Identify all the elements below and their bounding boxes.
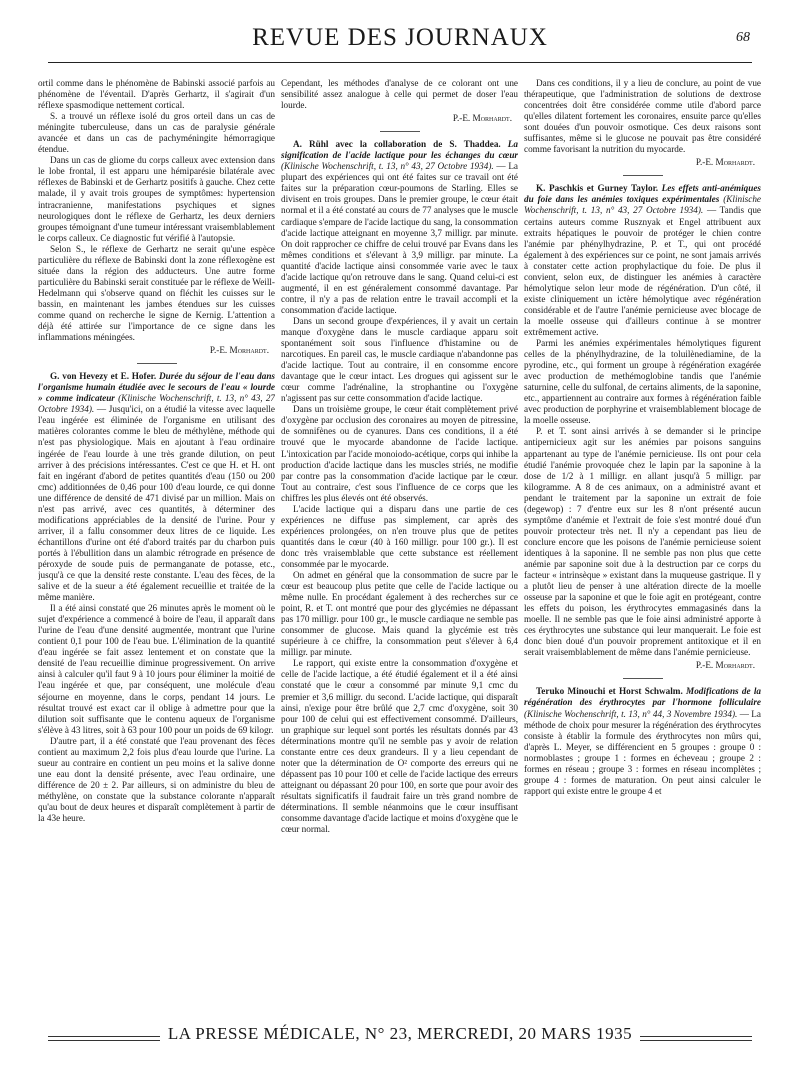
article-reference: (Klinische Wochenschrift, t. 13, n° 44, 3 Novembre 1934).	[524, 708, 738, 719]
article-title: Modifications de la régénération des érythrocytes par l'hormone folliculaire	[524, 686, 761, 708]
article-signature: P.-E. Morhardt.	[695, 660, 755, 671]
article-body-start: — La méthode de choix pour mesurer la régénération des érythrocytes consiste à établir la formule des érythrocytes non mûrs qui, d'après L. Meyer, se différencient en 5 groupes : groupe 0 : normoblastes ; groupe 1 : formes en écheveau ; groupe 2 : formes en réseau ; groupe 3 : formes en réseau incomplètes ; groupe 4 : formes de maturation. On peut ainsi calculer le rapport qui existe entre le groupe 4 et	[524, 708, 761, 796]
paragraph: Dans un troisième groupe, le cœur était complètement privé d'oxygène par occlusion des coronaires au moyen de pitressine, de somnifènes ou de cyanures. Dans ces conditions, il a été trouvé que le myocarde abandonne de l'acide lactique. L'intoxication par l'acide monoiodo-acétique, corps qui inhibe la production d'acide lactique dans les muscles striés, ne modifie par contre pas la consommation d'acide lactique par le cœur. Tout au contraire, c'est sous l'influence de ce corps que les chiffres les plus élevés ont été observés.	[281, 404, 518, 503]
paragraph: Il a été ainsi constaté que 26 minutes après le moment où le sujet d'expérience a commencé à boire de l'eau, il apparaît dans l'urine de l'eau d'une densité augmentée, montrant que l'urine contient 0,1 pour 100 de l'eau bue. L'élimination de la quantité d'eau ingérée se fait assez lentement et on constate que la densité de l'eau recueillie diminue progressivement. On arrive ainsi à calculer qu'il faut 9 à 10 jours pour éliminer la moitié de l'eau ingérée et que, par conséquent, une molécule d'eau séjourne en moyenne, dans le corps, pendant 14 jours. Le résultat trouvé est exact car il oblige à admettre pour que la dilution soit suffisante que le contenu aqueux de l'organisme s'élève à 43 litres, soit à 63 pour 100 pour un poids de 69 kilogr.	[38, 603, 275, 735]
article-heading	[524, 686, 761, 796]
page-footer	[48, 1020, 752, 1056]
paragraph: On admet en général que la consommation de sucre par le cœur est beaucoup plus petite que celle de l'acide lactique ou même nulle. En procédant également à des recherches sur ce point, R. et T. ont montré que pour des glycémies ne dépassant pas 170 milligr. pour 100 gr., le muscle cardiaque ne semble pas consommer de glucose. Mais quand la glycémie est très supérieure à ce chiffre, la consommation peut s'élever à 6,4 milligr. par minute.	[281, 570, 518, 658]
article-authors: K. Paschkis et Gurney Taylor.	[536, 183, 659, 194]
paragraph: Selon S., le réflexe de Gerhartz ne serait qu'une espèce particulière du réflexe de Babinski dont la zone réflexogène est située dans la région des adducteurs. Une autre forme particulière du Babinski serait constituée par le réflexe de Weill-Hedelmann qui s'observe quand on fléchit les cuisses sur le bassin, en maintenant les jambes étendues sur les cuisses comme quand on recherche le signe de Kernig. L'attention a déjà été attirée sur l'importance de ce signe dans les inflammations méningées.	[38, 243, 275, 343]
article-authors: A. Rühl avec la collaboration de S. Thaddea.	[293, 139, 501, 150]
paragraph: Le rapport, qui existe entre la consommation d'oxygène et celle de l'acide lactique, a été étudié également et il a été ainsi constaté que le cœur a consommé par minute 9,1 cmc du premier et 3,6 milligr. du second. L'acide lactique, qui disparaît ainsi, n'exige pour être brûlé que 2,7 cmc d'oxygène, soit 30 pour 100 de celui qui est effectivement consommé. D'ailleurs, un graphique sur lequel sont portés les résultats donnés par 43 déterminations montre qu'il ne semble pas y avoir de relation constante entre ces deux grandeurs. Il y a lieu cependant de noter que la détermination de O² comporte des erreurs qui ne dépassent pas 10 pour 100 et celle de l'acide lactique des erreurs atteignant ou dépassant 20 pour 100, en sorte que pour avoir des résultats significatifs il faudrait faire un très grand nombre de déterminations. Il semble néanmoins que le cœur insuffisant consomme davantage d'acide lactique et moins d'oxygène que le cœur normal.	[281, 658, 518, 835]
column-2	[281, 78, 518, 1016]
article-authors: G. von Hevezy et E. Hofer.	[50, 371, 157, 382]
paragraph: D'autre part, il a été constaté que l'eau provenant des fèces contient au maximum 2,2 fois plus d'eau lourde que l'urine. La sueur au contraire en contient un peu moins et la salive donne une eau dont la densité présente, avec l'eau ordinaire, une différence de 20 ± 2. Par ailleurs, si on administre du bleu de méthylène, on constate que la substance colorante n'apparaît qu'au bout de deux heures et disparaît complètement à partir de la 43e heure.	[38, 735, 275, 824]
article-title: Durée du séjour de l'eau dans l'organisme humain étudiée avec le secours de l'eau « lourde » comme indicateur	[38, 371, 275, 404]
page-number: 68	[736, 30, 750, 45]
article-separator	[623, 678, 663, 679]
article-title: La signification de l'acide lactique pour les échanges du cœur	[281, 139, 518, 161]
article-signature: P.-E. Morhardt.	[452, 113, 512, 124]
article-signature: P.-E. Morhardt.	[695, 157, 755, 168]
article-body-start: — La plupart des expériences qui ont été faites sur ce travail ont été faites sur la préparation cœur-poumons de Starling. Elles se divisent en trois groupes. Dans le premier groupe, le cœur était normal et il a été constaté au cours de 77 analyses que le muscle cardiaque s'empare de l'acide lactique du sang, la consommation d'acide lactique atteignant en moyenne 3,7 milligr. par minute. On doit rapprocher ce chiffre de celui trouvé par Evans dans les mêmes conditions et s'élevant à 3,9 milligr. par minute. La quantité d'acide lactique ainsi consommée varie avec le taux d'acide lactique qu'on retrouve dans le sang. Quand celui-ci est augmenté, il en est généralement consommé davantage. Par contre, il n'y a pas de relation entre le travail accompli et la consommation d'acide lactique.	[281, 161, 518, 315]
article-separator	[623, 175, 663, 176]
article-body-start: — Tandis que certains auteurs comme Rusznyak et Engel attribuent aux extraits hépatiques le pouvoir de protéger le chien contre l'anémie par phénylhydrazine, P. et T., qui ont procédé également à des expériences sur ce point, ne sont jamais arrivés à constater cette action prophylactique du foie. De plus il convient, selon eux, de distinguer les anémies à caractère hémolytique selon leur mode de régénération. D'un côté, il existe cliniquement un ictère hémolytique avec régénération considérable et de l'autre l'anémie pernicieuse avec blocage de la moelle osseuse qui d'ailleurs continue à se montrer extrêmement active.	[524, 205, 761, 337]
paragraph: Parmi les anémies expérimentales hémolytiques figurent celles de la phénylhydrazine, de la toluilènediamine, de la pyrodine, etc., qui forment un groupe à régénération exagérée avec production de methémoglobine tandis que l'anémie saturnine, celle du sulfonal, de certains aliments, de la saponine, etc., appartiennent au contraire aux formes à régénération faible avec production de porphyrine et vraisemblablement blocage de la moelle osseuse.	[524, 338, 761, 426]
paragraph: P. et T. sont ainsi arrivés à se demander si le principe antipernicieux agit sur les anémies par poisons sanguins appartenant au type de l'anémie pernicieuse. Ils ont pour cela étudié l'anémie provoquée chez le lapin par la saponine à la dose de 1/2 à 1 milligr. en allant jusqu'à 5 milligr. par kilogramme. A 8 de ces animaux, on a administré avant et pendant le traitement par la saponine un extrait de foie (degewop) : 7 d'entre eux sur les 8 n'ont présenté aucun symptôme d'anémie et l'extrait de foie s'est montré doué d'un pouvoir protecteur très net. Il n'y a cependant pas lieu de conclure encore que les poisons de l'anémie pernicieuse soient identiques à la saponine. Il ne semble pas non plus que cette anémie par saponine soit due à la destruction par ce corps du facteur « intrinsèque » existant dans la muqueuse gastrique. Il y a plutôt lieu de penser à une altération directe de la moelle osseuse par la saponine et que le foie agit en protégeant, contre les effets du poison, les érythrocytes emmagasinés dans la moelle. Il ne semble pas que le foie ainsi administré apporte à ces érythrocytes une substance qui leur manquerait. Le foie est donc bien doué d'un pouvoir proprement antitoxique et il en serait vraisemblablement de même dans l'anémie pernicieuse.	[524, 426, 761, 658]
article-reference: (Klinische Wochenschrift, t. 13, n° 43, 27 Octobre 1934).	[281, 161, 494, 172]
text-columns	[38, 78, 762, 1016]
article-separator	[380, 131, 420, 132]
paragraph: L'acide lactique qui a disparu dans une partie de ces expériences ne diffuse pas simplement, car après des expériences prolongées, on n'en trouve plus que de petites quantités dans le cœur (40 à 160 milligr. pour 100 gr.). Il est donc très vraisemblable que cette substance est réellement consommée par le myocarde.	[281, 503, 518, 569]
paragraph: Dans un cas de gliome du corps calleux avec extension dans le lobe frontal, il est apparu une hémiparésie bilatérale avec réflexes de Babinski et de Gerhartz positifs à gauche. Chez cette malade, il y avait trois groupes de symptômes: hypertension intracranienne, manifestations psychiques et signes neurologiques dont le réflexe de Gerhartz, les deux derniers groupes témoignant d'une tumeur intéressant vraisemblablement le corps calleux. Ce diagnostic fut vérifié à l'autopsie.	[38, 155, 275, 243]
article-signature: P.-E. Morhardt.	[209, 345, 269, 356]
article-heading	[38, 371, 275, 603]
footer-publication-text: LA PRESSE MÉDICALE, N° 23, MERCREDI, 20 MARS 1935	[160, 1024, 640, 1043]
article-authors: Teruko Minouchi et Horst Schwalm.	[536, 686, 683, 697]
article-separator	[137, 363, 177, 364]
article-reference: (Klinische Wochenschrift, t. 13, n° 43, 27 Octobre 1934).	[38, 393, 275, 415]
paragraph: Dans ces conditions, il y a lieu de conclure, au point de vue thérapeutique, que l'administration de solutions de dextrose concentrées doit être considérée comme utile d'abord parce qu'elles dilatent fortement les coronaires, ensuite parce qu'elles sont douées d'un pouvoir osmotique. Ces deux raisons sont suffisantes, même si le glucose ne pouvait pas être considéré comme favorisant la nutrition du myocarde.	[524, 78, 761, 155]
paragraph: ortil comme dans le phénomène de Babinski associé parfois au phénomène de l'éventail. D'après Gerhartz, il s'agirait d'un réflexe spasmodique nettement cortical.	[38, 78, 275, 111]
article-heading	[281, 139, 518, 316]
paragraph: Dans un second groupe d'expériences, il y avait un certain manque d'oxygène dans le muscle cardiaque apparu soit spontanément soit sous l'influence d'histamine ou de narcotiques. En pareil cas, le muscle cardiaque n'abandonne pas d'acide lactique. Tout au contraire, il en consomme encore davantage que le cœur intact. Les drogues qui agissent sur le cœur comme l'adrénaline, la strophantine ou l'oxygène n'agissent pas sur cette consommation d'acide lactique.	[281, 315, 518, 404]
page-header	[48, 18, 752, 63]
footer-publication	[48, 1024, 752, 1044]
article-reference: (Klinische Wochenschrift, t. 13, n° 43, 27 Octobre 1934).	[524, 194, 761, 216]
paragraph: S. a trouvé un réflexe isolé du gros orteil dans un cas de méningite tuberculeuse, dans un cas de paralysie générale avancée et dans un cas de pachyméningite hémorragique étendue.	[38, 111, 275, 155]
column-1	[38, 78, 275, 1016]
article-body-start: — Jusqu'ici, on a étudié la vitesse avec laquelle l'eau ingérée est éliminée de l'organisme en utilisant des matières colorantes comme le bleu de méthylène, méthode qui n'est pas physiologique. Mais en ajoutant à l'eau ordinaire ingérée de l'eau lourde à une très grande dilution, on peut arriver à des précisions intéressantes. C'est ce que H. et H. ont fait en ingérant d'abord de petites quantités d'eau (150 ou 200 cmc) additionnées de 0,46 pour 100 d'eau lourde, ce qui donne une différence de densité de 471 divisé par un million. Mais on n'est pas arrivé, avec ces quantités, à déterminer des modifications appréciables de la densité de l'urine. Pour y arriver, il a fallu consommer deux litres de ce liquide. Les échantillons d'urine ont été d'abord traités par du charbon puis portés à l'ébullition dans un alambic rétrograde en présence de péroxyde de soude puis de permanganate de potasse, etc., jusqu'à ce que la densité reste constante. L'eau des fèces, de la salive et de la sueur a été également recueillie et traitée de la même manière.	[38, 404, 275, 603]
article-title: Les effets anti-anémiques du foie dans les anémies toxiques expérimentales	[524, 183, 761, 205]
journal-section-title: REVUE DES JOURNAUX	[252, 24, 548, 51]
paragraph: Cependant, les méthodes d'analyse de ce colorant ont une sensibilité assez analogue à celle qui permet de doser l'eau lourde.	[281, 78, 518, 111]
column-3	[524, 78, 761, 1016]
article-heading	[524, 183, 761, 338]
